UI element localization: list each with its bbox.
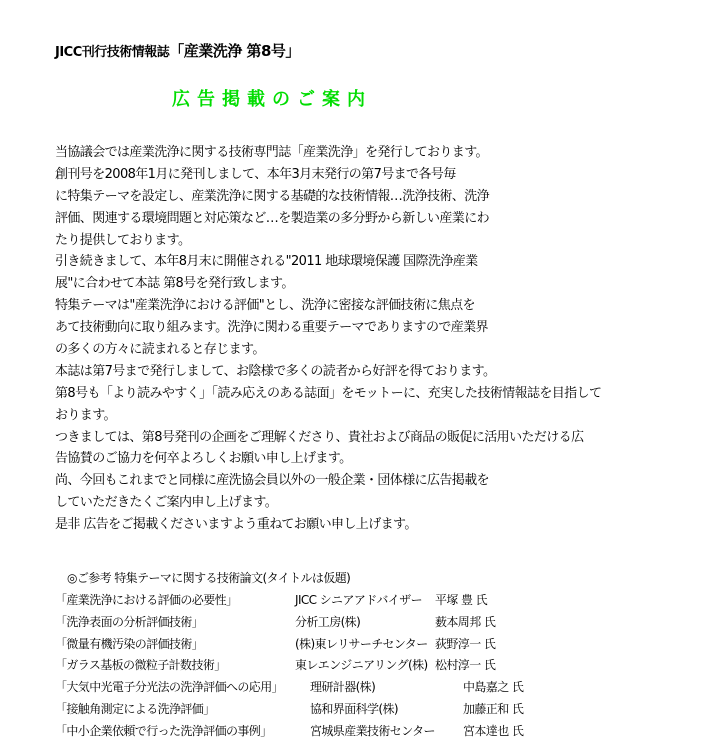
reference-list [55,590,695,743]
body-line: していただきたくご案内申し上げます。 [55,495,278,511]
reference-author: 松村淳一 氏 [435,658,496,673]
body-line: あて技術動向に取り組みます。洗浄に関わる重要テーマでありますので産業界 [55,320,488,336]
reference-row [55,721,695,743]
reference-organization: 分析工房(株) [295,614,361,629]
reference-paper-title: 「接触角測定による洗浄評価」 [55,701,215,716]
body-line: 当協議会では産業洗浄に関する技術専門誌「産業洗浄」を発行しております。 [55,145,488,160]
reference-author: 加藤正和 氏 [463,701,524,716]
body-line: の多くの方々に読まれると存じます。 [55,342,265,358]
reference-paper-title: 「ガラス基板の微粒子計数技術」 [55,658,226,673]
reference-paper-title: 「大気中光電子分光法の洗浄評価への応用」 [55,680,284,695]
body-line: おります。 [55,407,116,423]
body-line: 告協賛のご協力を何卒よろしくお願い申し上げます。 [55,451,352,467]
body-line: 特集テーマは"産業洗浄における評価"とし、洗浄に密接な評価技術に焦点を [55,298,475,314]
reference-author: 宮本達也 氏 [463,723,524,738]
reference-organization: 東レエンジニアリング(株) [295,658,428,673]
reference-organization: 理研計器(株) [310,680,376,695]
reference-organization: 協和界面科学(株) [310,701,398,716]
document-header [55,40,300,61]
reference-row [55,677,695,699]
body-line: 本誌は第7号まで発行しまして、お陰様で多くの読者から好評を得ております。 [55,363,496,379]
body-line: 創刊号を2008年1月に発刊しまして、本年3月末発行の第7号まで各号毎 [55,166,456,182]
reference-author: 荻野淳一 氏 [435,636,496,651]
body-line: に特集テーマを設定し、産業洗浄に関する基礎的な技術情報…洗浄技術、洗浄 [55,188,490,204]
reference-author: 薮本周邦 氏 [435,614,496,629]
reference-row [55,634,695,656]
reference-organization: JICC シニアアドバイザー [295,593,423,607]
reference-organization: (株)東レリサーチセンター [295,636,428,651]
reference-row [55,612,695,634]
reference-organization: 宮城県産業技術センター [310,723,435,738]
body-line: 尚、今回もこれまでと同様に産洗協会員以外の一般企業・団体様に広告掲載を [55,473,490,489]
reference-row [55,655,695,677]
reference-title: ◎ご参考 特集テーマに関する技術論文(タイトルは仮題) [67,571,351,585]
body-line: たり提供しております。 [55,232,191,248]
header-publisher: JICC刊行技術情報誌 [55,45,170,60]
ad-guide-heading: 広告掲載のご案内 [172,89,372,110]
reference-author: 中島嘉之 氏 [463,680,524,695]
reference-row [55,699,695,721]
reference-paper-title: 「産業洗浄における評価の必要性」 [55,593,238,607]
reference-author: 平塚 豊 氏 [435,593,488,607]
header-issue-title: 「産業洗浄 第8号」 [169,42,300,60]
body-line: 評価、関連する環境問題と対応策など…を製造業の多分野から新しい産業にわ [55,210,490,226]
body-line: つきましては、第8号発刊の企画をご理解くださり、貴社および商品の販促に活用いただける広 [55,429,584,445]
reference-paper-title: 「中小企業依頼で行った洗浄評価の事例」 [55,723,272,738]
body-text [55,142,695,536]
body-line: 展"に合わせて本誌 第8号を発行致します。 [55,276,294,292]
body-line: 第8号も「より読みやすく」「読み応えのある誌面」をモットーに、充実した技術情報誌を目指して [55,385,602,401]
reference-paper-title: 「洗浄表面の分析評価技術」 [55,614,204,629]
reference-paper-title: 「微量有機汚染の評価技術」 [55,636,204,651]
reference-row [55,590,695,612]
body-line: 是非 広告をご掲載くださいますよう重ねてお願い申し上げます。 [55,517,417,533]
body-line: 引き続きまして、本年8月末に開催される"2011 地球環境保護 国際洗浄産業 [55,254,478,270]
